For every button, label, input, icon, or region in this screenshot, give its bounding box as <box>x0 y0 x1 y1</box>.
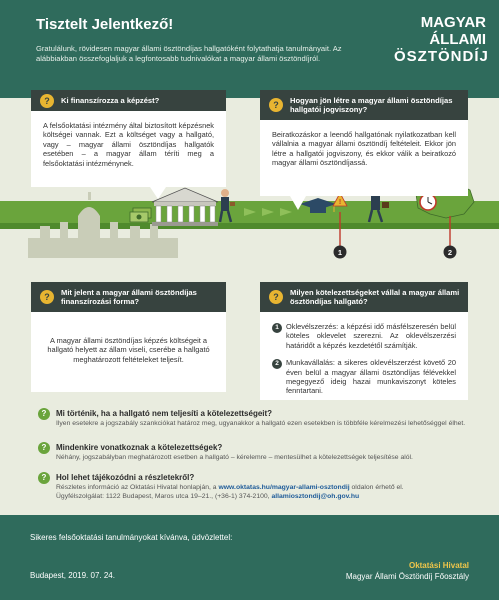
obligation-item-1 <box>272 322 456 350</box>
intro-text: Gratulálunk, rövidesen magyar állami ösztöndíjas hallgatóként folytathatja tanulmányait. Az alábbiakban összefoglaljuk a legfontosabb tudnivalókat a magyar állami ösztöndíjról. <box>36 44 342 63</box>
milestone-1-label: 1 <box>337 248 343 257</box>
obligation-item-2 <box>272 358 456 396</box>
question-mark-icon: ? <box>38 408 50 420</box>
finance-question-box <box>31 90 226 187</box>
question-mark-icon: ? <box>40 94 54 108</box>
footer <box>0 515 499 600</box>
question-mark-icon: ? <box>40 290 54 304</box>
faq-question: Mi történik, ha a hallgató nem teljesíti a kötelezettségeit? <box>56 409 273 418</box>
svg-text:!: ! <box>338 199 342 206</box>
email-link[interactable]: allamiosztondij@oh.gov.hu <box>271 493 360 500</box>
obligations-list <box>260 312 468 414</box>
question-mark-icon: ? <box>38 442 50 454</box>
header <box>0 0 499 98</box>
legal-relationship-answer: Beiratkozáskor a leendő hallgatónak nyilatkozatban kell vállalnia a magyar állami ösztöndíj feltételeit. Ekkor jön létre a hallgatói jogviszony, és ekkor válik a beiratkozó magyar állami ösztöndíjassá. <box>272 130 456 168</box>
page-title: Tisztelt Jelentkező! <box>36 16 174 33</box>
financing-form-box <box>31 282 226 392</box>
date-text: Budapest, 2019. 07. 24. <box>30 571 115 580</box>
faq-answer-part-2: oldalon érhető el. <box>351 484 404 491</box>
milestone-2-label: 2 <box>447 248 453 257</box>
question-mark-icon: ? <box>269 290 283 304</box>
money-stack-icon <box>130 208 151 222</box>
financing-form-title: Mit jelent a magyar állami ösztöndíjas finanszírozási forma? <box>61 288 197 306</box>
number-badge-icon: 2 <box>272 359 282 369</box>
magyar-allami-osztondij-logo <box>394 14 489 65</box>
faq-answer-part-1: Részletes információ az Oktatási Hivatal honlapján, a <box>56 484 217 491</box>
faq-answer: Néhány, jogszabályban meghatározott esetben a hallgató – kérelemre – mentesülhet a kötelezettségek teljesítése alól. <box>56 454 413 461</box>
number-badge-icon: 1 <box>272 323 282 333</box>
question-mark-icon: ? <box>38 472 50 484</box>
faq-question: Mindenkire vonatkoznak a kötelezettségek? <box>56 443 223 452</box>
question-mark-icon: ? <box>269 98 283 112</box>
alarm-clock-icon <box>420 194 436 210</box>
faq-answer <box>56 483 478 501</box>
faq-item-exemptions <box>38 442 478 462</box>
obligation-text-1: Oklevélszerzés: a képzési idő másfélszeresén belül köteles oklevelet szerezni. Az oklevélszerzési határidőt a képzés kezdetétől számítják. <box>286 322 456 350</box>
obligations-box <box>260 282 468 400</box>
faq-item-sanctions <box>38 408 478 428</box>
faq-item-information <box>38 472 478 501</box>
financing-form-answer: A magyar állami ösztöndíjas képzés költségeit a hallgató helyett az állam viseli, cserébe a hallgató meghatározott feltételeket teljesít. <box>47 336 210 364</box>
faq-answer: Ilyen esetekre a jogszabály szankciókat határoz meg, ugyanakkor a hallgató ezen esetekben is többféle kérelmezési lehetőséggel élhet. <box>56 420 466 427</box>
legal-relationship-title: Hogyan jön létre a magyar állami ösztöndíjas hallgatói jogviszony? <box>290 96 453 114</box>
obligations-header <box>260 282 468 312</box>
legal-relationship-header <box>260 90 468 120</box>
website-link[interactable]: www.oktatas.hu/magyar-allami-osztondij <box>218 484 350 491</box>
faq-question: Hol lehet tájékozódni a részletekről? <box>56 473 195 482</box>
department-name: Magyar Állami Ösztöndíj Főosztály <box>345 572 469 581</box>
legal-relationship-box <box>260 90 468 196</box>
road-shadow <box>0 223 499 229</box>
logo-line-1: MAGYAR <box>420 14 486 31</box>
obligations-title: Milyen kötelezettségeket vállal a magyar állami ösztöndíjas hallgató? <box>290 288 460 306</box>
logo-line-2: ÁLLAMI <box>429 31 486 48</box>
finance-question-title: Ki finanszírozza a képzést? <box>61 96 160 105</box>
finance-question-header <box>31 90 226 111</box>
financing-form-header <box>31 282 226 312</box>
obligation-text-2: Munkavállalás: a sikeres oklevélszerzést követő 20 éven belül a magyar állami ösztöndíjas félévekkel megegyező ideig hazai munkaviszonyt köteles fenntartani. <box>286 358 456 396</box>
faq-answer-part-3: Ügyfélszolgálat: 1122 Budapest, Maros utca 19–21., (+36-1) 374-2100, <box>56 493 270 500</box>
logo-line-3: ÖSZTÖNDÍJ <box>394 48 489 65</box>
organization-name: Oktatási Hivatal <box>408 561 469 570</box>
closing-text: Sikeres felsőoktatási tanulmányokat kívánva, üdvözlettel: <box>30 533 233 542</box>
finance-answer: A felsőoktatási intézmény által biztosított képzésnek költségei vannak. Ezt a költséget vagy a hallgató, vagy – magyar állami ösztöndíjas hallgatók esetében – a magyar állam téríti meg a felsőoktatási intézménynek. <box>43 121 214 168</box>
